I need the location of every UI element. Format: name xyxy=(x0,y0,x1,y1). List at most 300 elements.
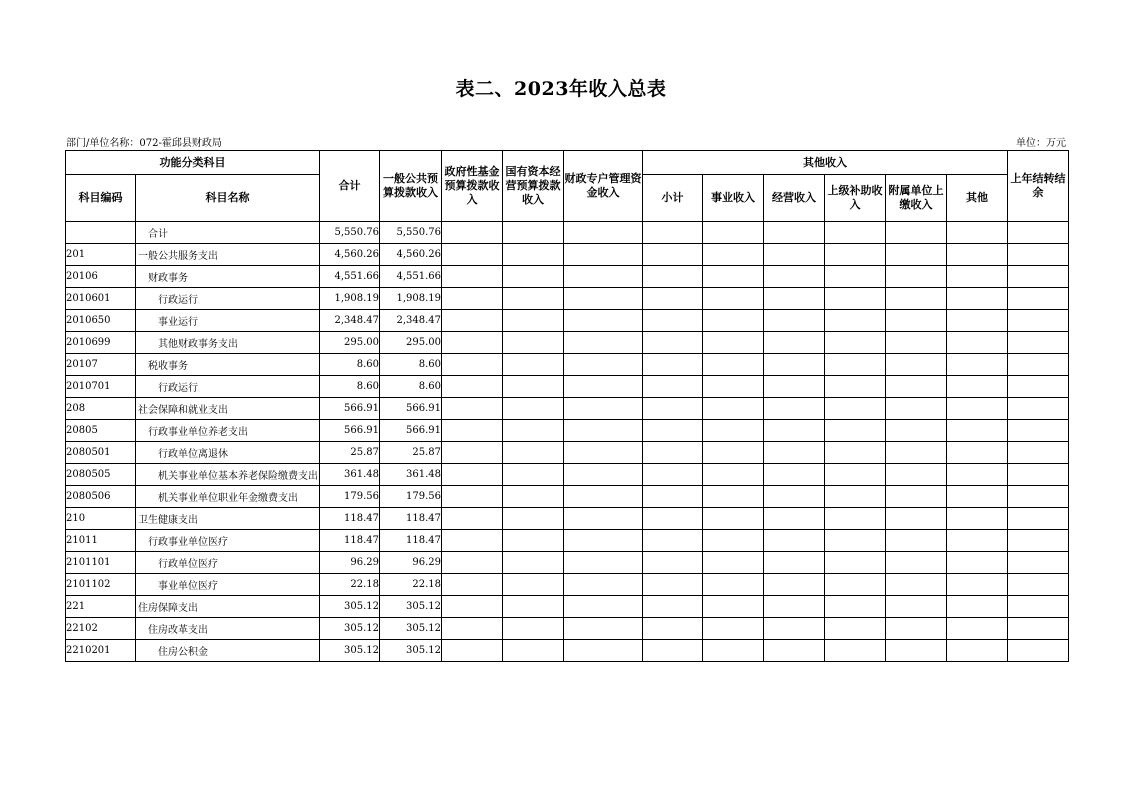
row-code: 20805 xyxy=(66,420,136,442)
row-empty-cell xyxy=(703,530,764,552)
unit-label: 单位：万元 xyxy=(1016,138,1066,149)
row-empty-cell xyxy=(503,442,564,464)
table-row xyxy=(66,310,1069,332)
row-empty-cell xyxy=(703,618,764,640)
row-empty-cell xyxy=(947,420,1008,442)
row-general-budget: 5,550.76 xyxy=(380,222,442,244)
row-empty-cell xyxy=(886,464,947,486)
row-name: 事业运行 xyxy=(136,310,320,332)
row-empty-cell xyxy=(764,420,825,442)
row-name: 卫生健康支出 xyxy=(136,508,320,530)
row-code xyxy=(66,222,136,244)
row-empty-cell xyxy=(442,530,503,552)
row-empty-cell xyxy=(947,574,1008,596)
row-general-budget: 305.12 xyxy=(380,618,442,640)
row-empty-cell xyxy=(643,508,703,530)
row-empty-cell xyxy=(703,552,764,574)
row-empty-cell xyxy=(825,266,886,288)
row-name: 社会保障和就业支出 xyxy=(136,398,320,420)
row-general-budget: 4,551.66 xyxy=(380,266,442,288)
row-empty-cell xyxy=(886,266,947,288)
row-empty-cell xyxy=(764,486,825,508)
row-empty-cell xyxy=(703,596,764,618)
row-empty-cell xyxy=(442,442,503,464)
row-empty-cell xyxy=(564,486,643,508)
row-empty-cell xyxy=(1008,266,1069,288)
row-empty-cell xyxy=(764,442,825,464)
row-empty-cell xyxy=(564,288,643,310)
row-empty-cell xyxy=(643,398,703,420)
row-empty-cell xyxy=(503,574,564,596)
row-empty-cell xyxy=(643,618,703,640)
row-code: 2210201 xyxy=(66,640,136,662)
row-empty-cell xyxy=(564,618,643,640)
row-code: 20106 xyxy=(66,266,136,288)
row-total: 5,550.76 xyxy=(320,222,380,244)
department-label: 部门/单位名称：072-霍邱县财政局 xyxy=(66,138,222,149)
row-empty-cell xyxy=(503,266,564,288)
row-empty-cell xyxy=(825,288,886,310)
table-row xyxy=(66,640,1069,662)
row-empty-cell xyxy=(503,640,564,662)
row-empty-cell xyxy=(947,354,1008,376)
row-empty-cell xyxy=(703,640,764,662)
table-row xyxy=(66,574,1069,596)
row-code: 2101101 xyxy=(66,552,136,574)
row-empty-cell xyxy=(825,596,886,618)
row-total: 305.12 xyxy=(320,618,380,640)
row-empty-cell xyxy=(825,354,886,376)
row-empty-cell xyxy=(503,288,564,310)
row-empty-cell xyxy=(1008,376,1069,398)
page-title: 表二、2023年收入总表 xyxy=(455,78,667,100)
row-empty-cell xyxy=(643,574,703,596)
row-empty-cell xyxy=(643,486,703,508)
row-empty-cell xyxy=(703,398,764,420)
row-empty-cell xyxy=(1008,464,1069,486)
row-empty-cell xyxy=(764,596,825,618)
row-code: 21011 xyxy=(66,530,136,552)
row-empty-cell xyxy=(442,310,503,332)
row-general-budget: 8.60 xyxy=(380,354,442,376)
row-empty-cell xyxy=(564,596,643,618)
row-empty-cell xyxy=(886,288,947,310)
row-empty-cell xyxy=(503,530,564,552)
row-empty-cell xyxy=(503,310,564,332)
row-empty-cell xyxy=(442,618,503,640)
row-empty-cell xyxy=(442,376,503,398)
row-code: 201 xyxy=(66,244,136,266)
row-empty-cell xyxy=(703,288,764,310)
row-empty-cell xyxy=(764,354,825,376)
row-empty-cell xyxy=(886,486,947,508)
row-empty-cell xyxy=(886,508,947,530)
row-empty-cell xyxy=(825,332,886,354)
header-gov-fund: 政府性基金预算拨款收入 xyxy=(442,151,503,222)
row-empty-cell xyxy=(825,618,886,640)
row-empty-cell xyxy=(947,310,1008,332)
row-general-budget: 118.47 xyxy=(380,508,442,530)
header-operating-income: 经营收入 xyxy=(764,175,825,222)
row-total: 118.47 xyxy=(320,508,380,530)
row-total: 361.48 xyxy=(320,464,380,486)
row-empty-cell xyxy=(564,530,643,552)
row-empty-cell xyxy=(442,420,503,442)
row-empty-cell xyxy=(643,354,703,376)
row-empty-cell xyxy=(1008,640,1069,662)
row-empty-cell xyxy=(1008,310,1069,332)
row-total: 118.47 xyxy=(320,530,380,552)
row-code: 2010601 xyxy=(66,288,136,310)
row-empty-cell xyxy=(764,398,825,420)
row-empty-cell xyxy=(503,508,564,530)
row-empty-cell xyxy=(825,552,886,574)
row-empty-cell xyxy=(503,552,564,574)
header-fiscal-special: 财政专户管理资金收入 xyxy=(564,151,643,222)
row-general-budget: 4,560.26 xyxy=(380,244,442,266)
table-row xyxy=(66,618,1069,640)
row-empty-cell xyxy=(764,332,825,354)
row-empty-cell xyxy=(643,530,703,552)
table-row xyxy=(66,376,1069,398)
row-empty-cell xyxy=(947,222,1008,244)
row-empty-cell xyxy=(442,464,503,486)
row-empty-cell xyxy=(764,464,825,486)
row-empty-cell xyxy=(503,222,564,244)
row-name: 行政运行 xyxy=(136,376,320,398)
row-empty-cell xyxy=(503,618,564,640)
row-total: 566.91 xyxy=(320,398,380,420)
row-empty-cell xyxy=(825,310,886,332)
row-total: 1,908.19 xyxy=(320,288,380,310)
row-empty-cell xyxy=(643,596,703,618)
row-empty-cell xyxy=(947,508,1008,530)
row-empty-cell xyxy=(947,442,1008,464)
row-code: 2080501 xyxy=(66,442,136,464)
row-empty-cell xyxy=(1008,618,1069,640)
row-total: 305.12 xyxy=(320,640,380,662)
row-empty-cell xyxy=(703,266,764,288)
row-empty-cell xyxy=(1008,552,1069,574)
row-empty-cell xyxy=(442,640,503,662)
row-empty-cell xyxy=(503,244,564,266)
row-empty-cell xyxy=(564,222,643,244)
row-empty-cell xyxy=(825,376,886,398)
row-empty-cell xyxy=(947,552,1008,574)
row-empty-cell xyxy=(643,222,703,244)
row-empty-cell xyxy=(564,398,643,420)
row-name: 行政单位离退休 xyxy=(136,442,320,464)
table-row xyxy=(66,464,1069,486)
row-general-budget: 8.60 xyxy=(380,376,442,398)
income-summary-table xyxy=(65,150,1069,662)
row-empty-cell xyxy=(825,640,886,662)
row-empty-cell xyxy=(825,508,886,530)
row-general-budget: 179.56 xyxy=(380,486,442,508)
table-row xyxy=(66,508,1069,530)
row-empty-cell xyxy=(1008,354,1069,376)
row-empty-cell xyxy=(825,486,886,508)
row-empty-cell xyxy=(825,442,886,464)
row-total: 22.18 xyxy=(320,574,380,596)
row-empty-cell xyxy=(1008,420,1069,442)
row-empty-cell xyxy=(825,222,886,244)
row-general-budget: 361.48 xyxy=(380,464,442,486)
header-affiliated-payment: 附属单位上缴收入 xyxy=(886,175,947,222)
header-other: 其他 xyxy=(947,175,1008,222)
row-empty-cell xyxy=(703,332,764,354)
table-row xyxy=(66,354,1069,376)
table-row xyxy=(66,486,1069,508)
row-empty-cell xyxy=(825,398,886,420)
row-empty-cell xyxy=(764,552,825,574)
row-empty-cell xyxy=(643,552,703,574)
header-business-income: 事业收入 xyxy=(703,175,764,222)
row-empty-cell xyxy=(764,618,825,640)
row-empty-cell xyxy=(886,530,947,552)
row-empty-cell xyxy=(643,288,703,310)
row-empty-cell xyxy=(442,508,503,530)
row-empty-cell xyxy=(1008,530,1069,552)
row-empty-cell xyxy=(886,420,947,442)
row-empty-cell xyxy=(947,288,1008,310)
row-empty-cell xyxy=(886,376,947,398)
row-name: 机关事业单位基本养老保险缴费支出 xyxy=(136,464,320,486)
row-empty-cell xyxy=(503,376,564,398)
row-name: 事业单位医疗 xyxy=(136,574,320,596)
row-name: 一般公共服务支出 xyxy=(136,244,320,266)
row-empty-cell xyxy=(503,354,564,376)
row-empty-cell xyxy=(764,508,825,530)
row-empty-cell xyxy=(564,640,643,662)
row-empty-cell xyxy=(703,376,764,398)
row-general-budget: 96.29 xyxy=(380,552,442,574)
row-empty-cell xyxy=(886,310,947,332)
row-empty-cell xyxy=(1008,442,1069,464)
row-name: 机关事业单位职业年金缴费支出 xyxy=(136,486,320,508)
row-empty-cell xyxy=(703,354,764,376)
row-empty-cell xyxy=(947,332,1008,354)
row-empty-cell xyxy=(764,266,825,288)
row-empty-cell xyxy=(886,354,947,376)
row-empty-cell xyxy=(564,552,643,574)
row-empty-cell xyxy=(1008,596,1069,618)
row-empty-cell xyxy=(1008,398,1069,420)
row-code: 2080506 xyxy=(66,486,136,508)
row-empty-cell xyxy=(643,244,703,266)
row-empty-cell xyxy=(947,266,1008,288)
row-general-budget: 305.12 xyxy=(380,640,442,662)
row-empty-cell xyxy=(442,398,503,420)
header-subtotal: 小计 xyxy=(643,175,703,222)
row-empty-cell xyxy=(947,376,1008,398)
row-empty-cell xyxy=(703,574,764,596)
row-empty-cell xyxy=(947,464,1008,486)
row-empty-cell xyxy=(564,244,643,266)
row-code: 221 xyxy=(66,596,136,618)
row-empty-cell xyxy=(764,222,825,244)
row-empty-cell xyxy=(564,266,643,288)
row-empty-cell xyxy=(643,332,703,354)
row-total: 566.91 xyxy=(320,420,380,442)
row-empty-cell xyxy=(1008,222,1069,244)
row-empty-cell xyxy=(1008,244,1069,266)
row-empty-cell xyxy=(503,398,564,420)
row-name: 行政事业单位养老支出 xyxy=(136,420,320,442)
row-general-budget: 305.12 xyxy=(380,596,442,618)
table-row xyxy=(66,530,1069,552)
row-empty-cell xyxy=(503,486,564,508)
row-general-budget: 118.47 xyxy=(380,530,442,552)
row-empty-cell xyxy=(947,618,1008,640)
row-empty-cell xyxy=(503,332,564,354)
table-row xyxy=(66,222,1069,244)
row-empty-cell xyxy=(703,508,764,530)
row-name: 行政事业单位医疗 xyxy=(136,530,320,552)
header-total: 合计 xyxy=(320,151,380,222)
row-code: 2010699 xyxy=(66,332,136,354)
row-empty-cell xyxy=(703,486,764,508)
row-empty-cell xyxy=(947,486,1008,508)
row-general-budget: 2,348.47 xyxy=(380,310,442,332)
row-empty-cell xyxy=(442,596,503,618)
row-general-budget: 22.18 xyxy=(380,574,442,596)
row-empty-cell xyxy=(703,310,764,332)
row-empty-cell xyxy=(503,420,564,442)
row-empty-cell xyxy=(643,442,703,464)
row-empty-cell xyxy=(825,464,886,486)
row-total: 2,348.47 xyxy=(320,310,380,332)
row-empty-cell xyxy=(1008,486,1069,508)
row-empty-cell xyxy=(1008,508,1069,530)
row-empty-cell xyxy=(886,244,947,266)
row-empty-cell xyxy=(886,574,947,596)
row-code: 210 xyxy=(66,508,136,530)
row-empty-cell xyxy=(442,244,503,266)
row-empty-cell xyxy=(564,332,643,354)
row-name: 住房公积金 xyxy=(136,640,320,662)
row-empty-cell xyxy=(703,442,764,464)
row-empty-cell xyxy=(564,420,643,442)
row-empty-cell xyxy=(703,420,764,442)
table-row xyxy=(66,398,1069,420)
row-total: 179.56 xyxy=(320,486,380,508)
row-empty-cell xyxy=(886,398,947,420)
row-empty-cell xyxy=(564,574,643,596)
header-prior-year-balance: 上年结转结余 xyxy=(1008,151,1069,222)
row-code: 20107 xyxy=(66,354,136,376)
row-total: 305.12 xyxy=(320,596,380,618)
header-code: 科目编码 xyxy=(66,175,136,222)
table-row xyxy=(66,420,1069,442)
row-total: 8.60 xyxy=(320,376,380,398)
row-empty-cell xyxy=(764,640,825,662)
table-row xyxy=(66,442,1069,464)
row-empty-cell xyxy=(1008,574,1069,596)
row-total: 4,560.26 xyxy=(320,244,380,266)
row-empty-cell xyxy=(442,354,503,376)
row-empty-cell xyxy=(564,464,643,486)
row-empty-cell xyxy=(643,640,703,662)
row-total: 295.00 xyxy=(320,332,380,354)
table-body xyxy=(66,222,1069,662)
row-empty-cell xyxy=(643,464,703,486)
row-total: 96.29 xyxy=(320,552,380,574)
row-empty-cell xyxy=(442,552,503,574)
row-code: 2101102 xyxy=(66,574,136,596)
row-empty-cell xyxy=(564,508,643,530)
row-empty-cell xyxy=(886,618,947,640)
header-other-income: 其他收入 xyxy=(643,151,1008,175)
row-empty-cell xyxy=(947,398,1008,420)
row-empty-cell xyxy=(886,222,947,244)
row-empty-cell xyxy=(643,420,703,442)
row-empty-cell xyxy=(643,376,703,398)
row-empty-cell xyxy=(564,376,643,398)
row-empty-cell xyxy=(764,288,825,310)
table-row xyxy=(66,288,1069,310)
table-row xyxy=(66,244,1069,266)
header-func-class: 功能分类科目 xyxy=(66,151,320,175)
row-empty-cell xyxy=(442,288,503,310)
row-total: 4,551.66 xyxy=(320,266,380,288)
row-empty-cell xyxy=(703,244,764,266)
row-general-budget: 566.91 xyxy=(380,420,442,442)
row-empty-cell xyxy=(947,530,1008,552)
header-name: 科目名称 xyxy=(136,175,320,222)
row-code: 22102 xyxy=(66,618,136,640)
row-empty-cell xyxy=(1008,332,1069,354)
row-empty-cell xyxy=(1008,288,1069,310)
row-empty-cell xyxy=(503,596,564,618)
row-empty-cell xyxy=(442,222,503,244)
row-empty-cell xyxy=(947,640,1008,662)
row-empty-cell xyxy=(825,420,886,442)
row-empty-cell xyxy=(886,442,947,464)
row-code: 2010701 xyxy=(66,376,136,398)
row-empty-cell xyxy=(825,574,886,596)
row-empty-cell xyxy=(442,486,503,508)
row-name: 其他财政事务支出 xyxy=(136,332,320,354)
row-total: 25.87 xyxy=(320,442,380,464)
row-total: 8.60 xyxy=(320,354,380,376)
row-empty-cell xyxy=(643,266,703,288)
table-row xyxy=(66,596,1069,618)
row-general-budget: 1,908.19 xyxy=(380,288,442,310)
header-state-capital: 国有资本经营预算拨款收入 xyxy=(503,151,564,222)
row-empty-cell xyxy=(442,574,503,596)
row-name: 行政运行 xyxy=(136,288,320,310)
row-empty-cell xyxy=(564,354,643,376)
row-empty-cell xyxy=(764,376,825,398)
row-empty-cell xyxy=(825,244,886,266)
row-empty-cell xyxy=(764,244,825,266)
row-empty-cell xyxy=(442,332,503,354)
table-row xyxy=(66,332,1069,354)
table-row xyxy=(66,266,1069,288)
row-empty-cell xyxy=(764,530,825,552)
row-empty-cell xyxy=(886,332,947,354)
table-row xyxy=(66,552,1069,574)
row-empty-cell xyxy=(886,640,947,662)
row-code: 208 xyxy=(66,398,136,420)
row-empty-cell xyxy=(947,596,1008,618)
row-empty-cell xyxy=(703,464,764,486)
row-name: 税收事务 xyxy=(136,354,320,376)
row-name: 行政单位医疗 xyxy=(136,552,320,574)
row-empty-cell xyxy=(564,442,643,464)
row-empty-cell xyxy=(564,310,643,332)
